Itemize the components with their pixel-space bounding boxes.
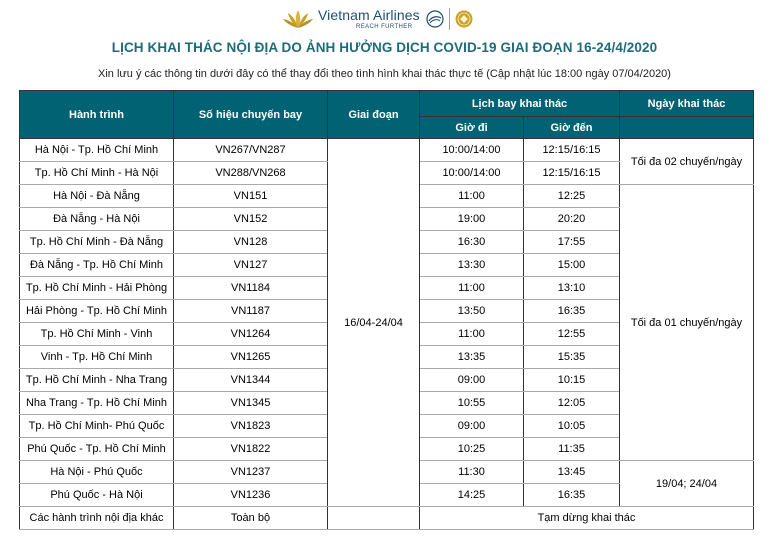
- flight-cell: Toàn bộ: [174, 507, 328, 530]
- route-cell: Phú Quốc - Tp. Hồ Chí Minh: [20, 438, 174, 461]
- brand-name: Vietnam Airlines: [318, 7, 420, 23]
- departure-cell: 11:00: [420, 277, 524, 300]
- header: [0, 0, 769, 36]
- flight-cell: VN1236: [174, 484, 328, 507]
- period-cell: 16/04-24/04: [328, 139, 420, 507]
- logo-divider: [449, 8, 450, 30]
- departure-cell: 10:00/14:00: [420, 139, 524, 162]
- departure-cell: 09:00: [420, 415, 524, 438]
- route-cell: Tp. Hồ Chí Minh - Đà Nẵng: [20, 231, 174, 254]
- header-flight-no: Số hiệu chuyến bay: [174, 91, 328, 139]
- brand-tagline: REACH FURTHER: [356, 24, 413, 30]
- departure-cell: 14:25: [420, 484, 524, 507]
- departure-cell: 10:25: [420, 438, 524, 461]
- update-note: Xin lưu ý các thông tin dưới đây có thể thay đổi theo tình hình khai thác thực tế (Cập nhật lúc 18:00 ngày 07/04/2020): [98, 68, 671, 80]
- flight-cell: VN1823: [174, 415, 328, 438]
- route-cell: Đà Nẵng - Hà Nội: [20, 208, 174, 231]
- departure-cell: 13:35: [420, 346, 524, 369]
- header-route: Hành trình: [20, 91, 174, 139]
- departure-cell: 19:00: [420, 208, 524, 231]
- departure-cell: 09:00: [420, 369, 524, 392]
- flight-cell: VN1344: [174, 369, 328, 392]
- flight-schedule-table: [19, 90, 754, 530]
- arrival-cell: 10:15: [524, 369, 620, 392]
- days-cell: Tối đa 02 chuyến/ngày: [620, 139, 754, 185]
- award-emblem-icon: [455, 10, 473, 28]
- flight-cell: VN1237: [174, 461, 328, 484]
- lotus-logo-icon: [282, 8, 314, 30]
- header-days-blank: [620, 117, 754, 139]
- departure-cell: 13:30: [420, 254, 524, 277]
- arrival-cell: 13:10: [524, 277, 620, 300]
- route-cell: Hải Phòng - Tp. Hồ Chí Minh: [20, 300, 174, 323]
- period-cell-empty: [328, 507, 420, 530]
- flight-cell: VN1345: [174, 392, 328, 415]
- arrival-cell: 15:00: [524, 254, 620, 277]
- departure-cell: 16:30: [420, 231, 524, 254]
- route-cell: Đà Nẵng - Tp. Hồ Chí Minh: [20, 254, 174, 277]
- header-arrival: Giờ đến: [524, 117, 620, 139]
- departure-cell: 11:00: [420, 185, 524, 208]
- flight-cell: VN127: [174, 254, 328, 277]
- flight-cell: VN1822: [174, 438, 328, 461]
- arrival-cell: 12:05: [524, 392, 620, 415]
- arrival-cell: 16:35: [524, 300, 620, 323]
- flight-cell: VN1184: [174, 277, 328, 300]
- flight-cell: VN267/VN287: [174, 139, 328, 162]
- departure-cell: 11:00: [420, 323, 524, 346]
- arrival-cell: 15:35: [524, 346, 620, 369]
- brand-logo[interactable]: [282, 5, 473, 33]
- skyteam-icon: [426, 10, 444, 28]
- route-cell: Tp. Hồ Chí Minh - Nha Trang: [20, 369, 174, 392]
- arrival-cell: 16:35: [524, 484, 620, 507]
- route-cell: Vinh - Tp. Hồ Chí Minh: [20, 346, 174, 369]
- route-cell: Hà Nội - Đà Nẵng: [20, 185, 174, 208]
- flight-cell: VN151: [174, 185, 328, 208]
- days-cell: Tối đa 01 chuyến/ngày: [620, 185, 754, 461]
- route-cell: Tp. Hồ Chí Minh - Hà Nội: [20, 162, 174, 185]
- flight-cell: VN288/VN268: [174, 162, 328, 185]
- arrival-cell: 12:25: [524, 185, 620, 208]
- arrival-cell: 17:55: [524, 231, 620, 254]
- route-cell: Hà Nội - Phú Quốc: [20, 461, 174, 484]
- arrival-cell: 20:20: [524, 208, 620, 231]
- arrival-cell: 12:15/16:15: [524, 139, 620, 162]
- departure-cell: 13:50: [420, 300, 524, 323]
- flight-cell: VN152: [174, 208, 328, 231]
- days-cell: 19/04; 24/04: [620, 461, 754, 507]
- arrival-cell: 13:45: [524, 461, 620, 484]
- flight-cell: VN1187: [174, 300, 328, 323]
- route-cell: Tp. Hồ Chí Minh - Hải Phòng: [20, 277, 174, 300]
- arrival-cell: 11:35: [524, 438, 620, 461]
- route-cell: Tp. Hồ Chí Minh - Vinh: [20, 323, 174, 346]
- departure-cell: 10:55: [420, 392, 524, 415]
- suspended-status-cell: Tạm dừng khai thác: [420, 507, 754, 530]
- table-row-other-routes: [20, 507, 754, 530]
- arrival-cell: 12:15/16:15: [524, 162, 620, 185]
- route-cell: Phú Quốc - Hà Nội: [20, 484, 174, 507]
- route-cell: Các hành trình nội địa khác: [20, 507, 174, 530]
- flight-cell: VN1265: [174, 346, 328, 369]
- flight-cell: VN1264: [174, 323, 328, 346]
- page-title: LỊCH KHAI THÁC NỘI ĐỊA DO ẢNH HƯỞNG DỊCH COVID-19 GIAI ĐOẠN 16-24/4/2020: [111, 40, 658, 55]
- arrival-cell: 12:55: [524, 323, 620, 346]
- header-schedule: Lịch bay khai thác: [420, 91, 620, 117]
- route-cell: Hà Nội - Tp. Hồ Chí Minh: [20, 139, 174, 162]
- departure-cell: 10:00/14:00: [420, 162, 524, 185]
- flight-cell: VN128: [174, 231, 328, 254]
- header-days: Ngày khai thác: [620, 91, 754, 117]
- table-row: [20, 139, 754, 162]
- route-cell: Tp. Hồ Chí Minh- Phú Quốc: [20, 415, 174, 438]
- route-cell: Nha Trang - Tp. Hồ Chí Minh: [20, 392, 174, 415]
- header-period: Giai đoạn: [328, 91, 420, 139]
- departure-cell: 11:30: [420, 461, 524, 484]
- arrival-cell: 10:05: [524, 415, 620, 438]
- header-departure: Giờ đi: [420, 117, 524, 139]
